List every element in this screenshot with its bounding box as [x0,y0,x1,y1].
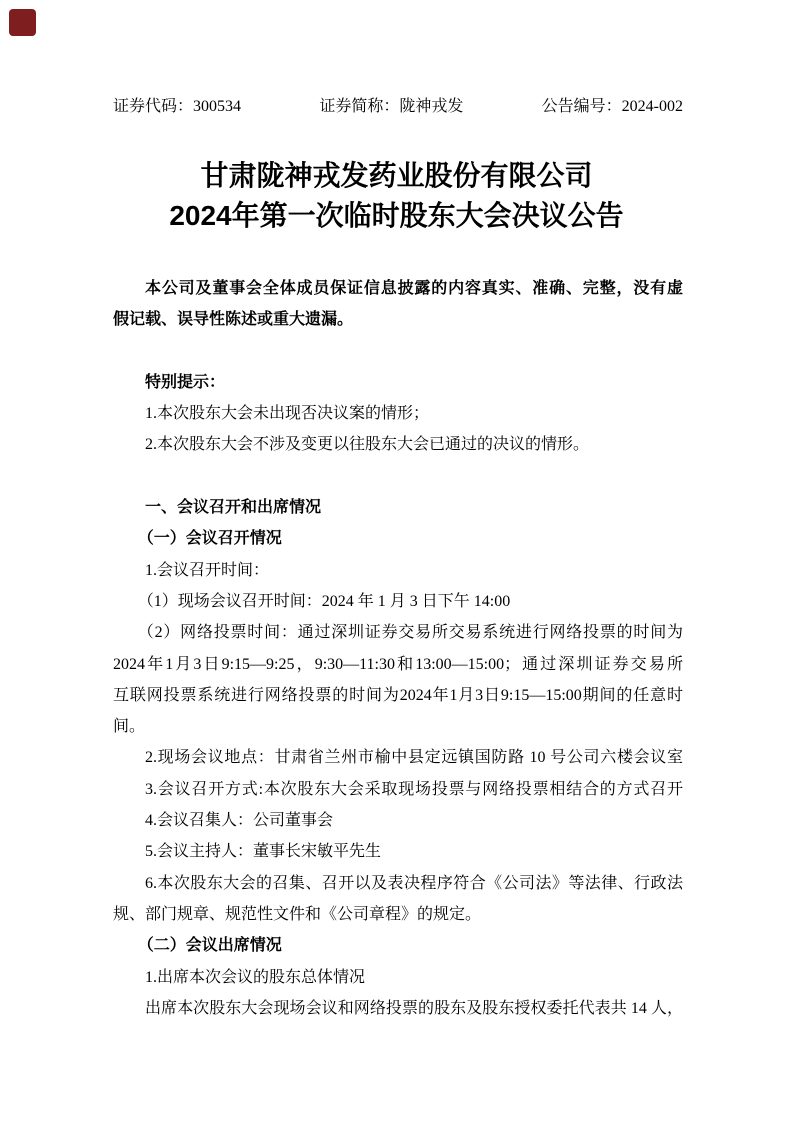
corner-marker [9,9,36,36]
meeting-chair-item: 5.会议主持人：董事长宋敏平先生 [145,843,382,861]
stock-name: 证券简称：陇神戎发 [319,98,464,115]
section-1-heading: 一、会议召开和出席情况 [145,499,322,517]
meeting-method-item: 3.会议召开方式:本次股东大会采取现场投票与网络投票相结合的方式召开 [145,780,683,798]
procedure-compliance-line-2: 规、部门规章、规范性文件和《公司章程》的规定。 [113,905,482,923]
title-block [0,156,793,236]
online-voting-time-line-4: 间。 [113,718,146,736]
company-title: 甘肃陇神戎发药业股份有限公司 [200,160,593,191]
online-voting-time-line-3: 互联网投票系统进行网络投票的时间为2024年1月3日9:15—15:00期间的任意时 [113,686,683,704]
declaration-line-1: 本公司及董事会全体成员保证信息披露的内容真实、准确、完整，没有虚 [145,280,683,297]
attendance-overview-item: 1.出席本次会议的股东总体情况 [145,968,366,986]
procedure-compliance-line-1: 6.本次股东大会的召集、召开以及表决程序符合《公司法》等法律、行政法 [145,874,683,892]
attendance-detail-line-1: 出席本次股东大会现场会议和网络投票的股东及股东授权委托代表共 14 人， [145,999,683,1017]
meeting-convener-item: 4.会议召集人：公司董事会 [145,812,334,830]
announcement-title: 2024年第一次临时股东大会决议公告 [169,200,624,231]
stock-code: 证券代码：300534 [113,98,242,115]
meeting-time-item: 1.会议召开时间： [145,561,270,579]
special-note-heading: 特别提示： [145,373,226,391]
section-1-2-heading: （二）会议出席情况 [137,937,282,955]
section-1-1-heading: （一）会议召开情况 [137,530,282,548]
onsite-meeting-time: （1）现场会议召开时间：2024 年 1 月 3 日下午 14:00 [137,592,511,610]
online-voting-time-line-1: （2）网络投票时间：通过深圳证券交易所交易系统进行网络投票的时间为 [137,624,683,642]
document-body [113,273,683,1024]
online-voting-time-line-2: 2024年1月3日9:15—9:25，9:30—11:30和13:00—15:00；通过深圳证券交易所 [113,655,683,673]
meeting-venue-item: 2.现场会议地点：甘肃省兰州市榆中县定远镇国防路 10 号公司六楼会议室 [145,749,683,767]
special-note-item-2: 2.本次股东大会不涉及变更以往股东大会已通过的决议的情形。 [145,436,590,454]
special-note-item-1: 1.本次股东大会未出现否决议案的情形； [145,405,430,423]
document-header [113,97,683,117]
declaration-line-2: 假记载、误导性陈述或重大遗漏。 [113,311,354,329]
announcement-number: 公告编号：2024-002 [541,98,683,115]
